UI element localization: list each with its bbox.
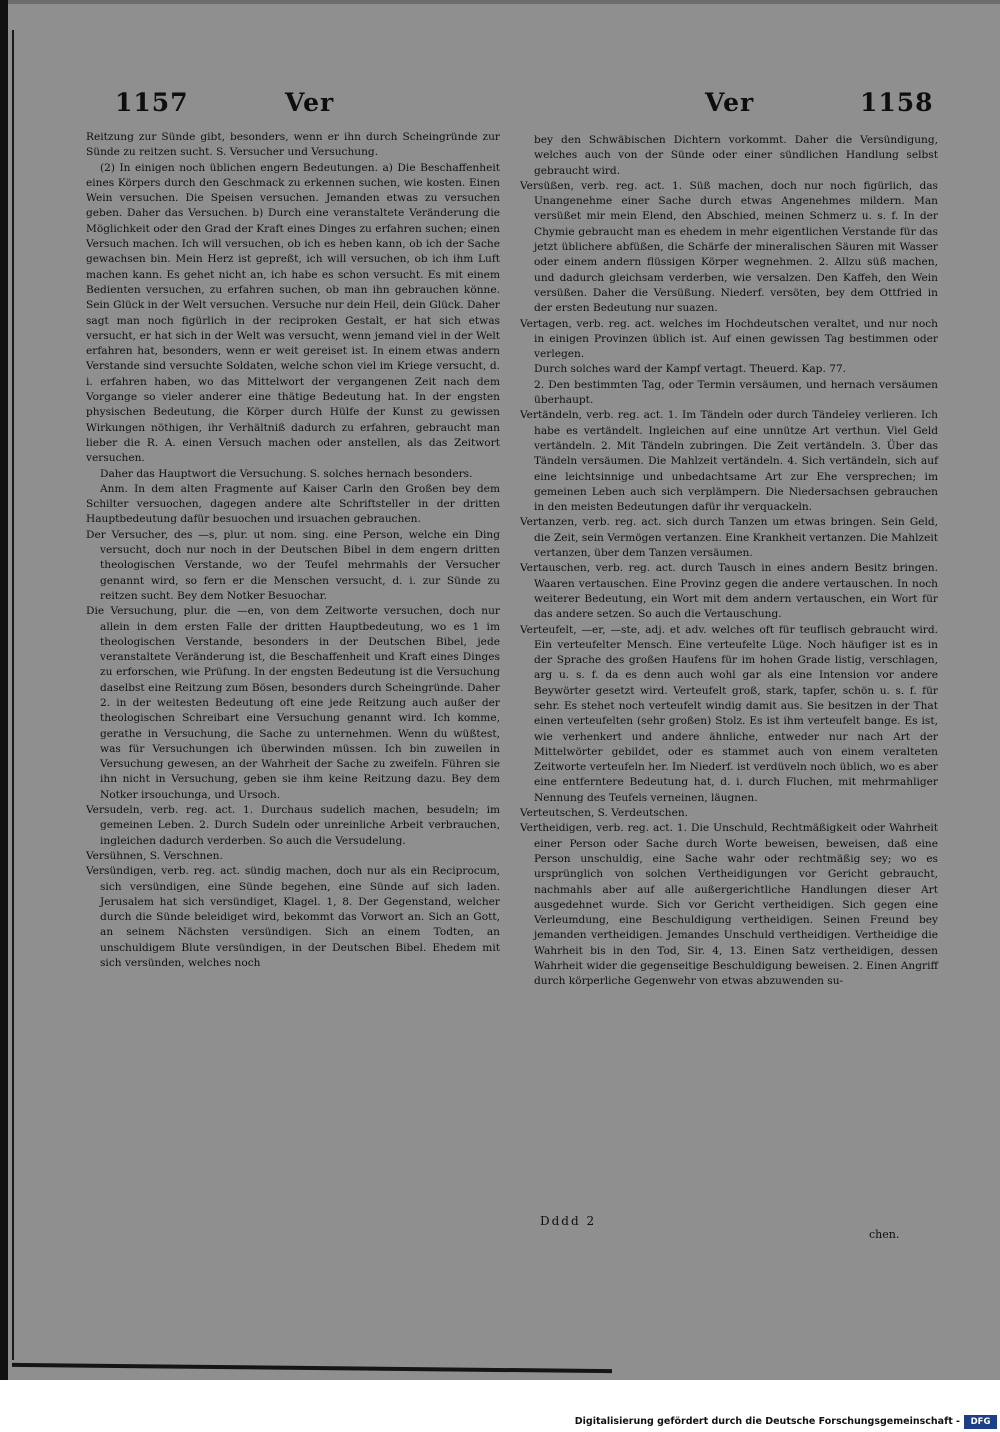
page-margin-rule [12, 30, 14, 1360]
paragraph: Verteufelt, —er, —ste, adj. et adv. welches oft für teuflisch gebraucht wird. Ein verteufelter Mensch. Eine verteufelte Lüge. Noch häufiger ist es in der Sprache des großen Haufens für im hohen Grade listig, verschlagen, arg u. s. f. da es denn auch wohl gar als eine Intension vor andere Beywörter gesetzt wird. Verteufelt groß, stark, tapfer, schön u. s. f. für sehr. Es stehet noch verteufelt windig damit aus. Sie besitzen in der That einen verteufelten (sehr großen) Stolz. Es ist ihm verteufelt bange. Es ist, wie verhenkert und andere ähnliche, entweder nur nach Art der Mittelwörter gebildet, oder es stammet auch von einem veralteten Zeitworte verteufeln her. Im Niederf. ist verdüveln noch üblich, wo es aber eine entferntere Bedeutung hat, d. i. durch Fluchen, mit mehrmahliger Nennung des Teufels verneinen, läugnen. [520, 623, 938, 804]
paragraph: bey den Schwäbischen Dichtern vorkommt. Daher die Versündigung, welches auch von der Sünde oder einer sündlichen Handlung selbst gebraucht wird. [534, 134, 938, 177]
left-running-head: Ver [285, 88, 335, 117]
signature-mark: Dddd 2 [540, 1214, 597, 1228]
paragraph: Vertheidigen, verb. reg. act. 1. Die Unschuld, Rechtmäßigkeit oder Wahrheit einer Person oder Sache durch Worte beweisen, beweisen, daß eine Person unschuldig, eine Sache wahr oder rechtmäßig sey; wo es ursprünglich von solchen Vertheidigungen vor Gericht gebraucht, nachmahls aber auf alle außergerichtliche Handlungen dieser Art ausgedehnet wurde. Sich vor Gericht vertheidigen. Sich gegen eine Verleumdung, eine Beschuldigung vertheidigen. Seinen Freund bey jemanden vertheidigen. Jemandes Unschuld vertheidigen. Vertheidige die Wahrheit bis in den Tod, Sir. 4, 13. Einen Satz vertheidigen, dessen Wahrheit wider die gegenseitige Beschuldigung beweisen. 2. Einen Angriff durch körperliche Gegenwehr von etwas abzuwenden su- [520, 822, 938, 988]
paragraph: (2) In einigen noch üblichen engern Bedeutungen. a) Die Beschaffenheit eines Körpers durch den Geschmack zu erkennen suchen, wie kosten. Einen Wein versuchen. Die Speisen versuchen. Jemanden etwas zu versuchen geben. Daher das Versuchen. b) Durch eine veranstaltete Veränderung die Möglichkeit oder den Grad der Kraft eines Dinges zu erfahren suchen; einen Versuch machen. Ich will versuchen, ob ich es heben kann, ob ich der Sache gewachsen bin. Mein Herz ist gepreßt, ich will versuchen, ob ich ihm Luft machen kann. Es gehet nicht an, ich habe es schon versucht. Es mit einem Bedienten versuchen, zu erfahren suchen, ob man ihn gebrauchen könne. Sein Glück in der Welt versuchen. Versuche nur dein Heil, dein Glück. Daher sagt man noch figürlich in der reciproken Gestalt, er hat sich etwas versucht, er hat sich in der Welt was versucht, wenn jemand viel in der Welt erfahren hat, besonders, wenn er weit gereiset ist. In einem etwas andern Verstande sind versuchte Soldaten, welche schon viel im Kriege versucht, d. i. erfahren haben, wo das Mittelwort der vergangenen Zeit nach dem Vorgange so vieler anderer eine thätige Bedeutung hat. In der engsten physischen Bedeutung, die Körper durch Hülfe der Kunst zu gewissen Wirkungen nöthigen, ihr Verhältniß dadurch zu erfahren, gebraucht man lieber die R. A. einen Versuch machen oder anstellen, als das Zeitwort versuchen. [86, 161, 500, 465]
right-text-column [520, 133, 938, 990]
paragraph: Anm. In dem alten Fragmente auf Kaiser Carln den Großen bey dem Schilter versuochen, dagegen andere alte Schriftsteller in der dritten Hauptbedeutung dafür besuochen und irsuachen gebrauchen. [86, 482, 500, 526]
page-top-edge [8, 0, 1000, 4]
paragraph: Vertauschen, verb. reg. act. durch Tausch in eines andern Besitz bringen. Waaren vertauschen. Eine Provinz gegen die andere vertauschen. In noch weiterer Bedeutung, ein Wort mit dem andern vertauschen, ein Wort für das andere setzen. So auch die Vertauschung. [520, 562, 938, 621]
paragraph: Die Versuchung, plur. die —en, von dem Zeitworte versuchen, doch nur allein in dem ersten Falle der dritten Hauptbedeutung, wo es 1 im theologischen Verstande, besonders in der Deutschen Bibel, jede veranstaltete Veränderung ist, die Beschaffenheit und Kraft eines Dinges zu erforschen, wie Prüfung. In der engsten Bedeutung ist die Versuchung daselbst eine Reitzung zum Bösen, besonders durch Scheingründe. Daher 2. in der weitesten Bedeutung oft eine jede Reitzung auch außer der theologischen Schreibart eine Versuchung genannt wird. Ich komme, gerathe in Versuchung, die Sache zu unternehmen. Wenn du wüßtest, was für Versuchungen ich überwinden müssen. Ich bin zuweilen in Versuchung gewesen, an der Wahrheit der Sache zu zweifeln. Führen sie ihn nicht in Versuchung, geben sie ihm keine Reitzung dazu. Bey dem Notker irsouchunga, und Ursoch. [86, 605, 500, 801]
paragraph: Vertändeln, verb. reg. act. 1. Im Tändeln oder durch Tändeley verlieren. Ich habe es vertändelt. Ingleichen auf eine unnütze Art verthun. Viel Geld vertändeln. 2. Mit Tändeln zubringen. Die Zeit vertändeln. 3. Über das Tändeln versäumen. Die Mahlzeit vertändeln. 4. Sich vertändeln, sich auf eine leichtsinnige und unbedachtsame Art zur Ehe versprechen; im gemeinen Leben auch sich verplämpern. Die Niedersachsen gebrauchen in den meisten Bedeutungen dafür ihr verquackeln. [520, 409, 938, 514]
catchword: chen. [869, 1228, 900, 1241]
paragraph: Versüßen, verb. reg. act. 1. Süß machen, doch nur noch figürlich, das Unangenehme einer Sache durch etwas Angenehmes mildern. Man versüßet mir mein Elend, den Abschied, meinen Schmerz u. s. f. In der Chymie gebraucht man es ehedem in mehr eigentlichen Verstande für das jetzt üblichere abfüßen, die Schärfe der mineralischen Säuren mit Wasser oder einem andern flüssigen Körper wegnehmen. 2. Allzu süß machen, und dadurch gleichsam verderben, wie versalzen. Den Kaffeh, den Wein versüßen. Daher die Versüßung. Niederf. versöten, bey dem Ottfried in der ersten Bedeutung nur suazen. [520, 179, 938, 315]
right-running-head: Ver [705, 88, 755, 117]
paragraph: 2. Den bestimmten Tag, oder Termin versäumen, und hernach versäumen überhaupt. [534, 378, 938, 407]
paragraph: Vertagen, verb. reg. act. welches im Hochdeutschen veraltet, und nur noch in einigen Provinzen üblich ist. Auf einen gewissen Tag bestimmen oder verlegen. [520, 317, 938, 361]
paragraph: Daher das Hauptwort die Versuchung. S. solches hernach besonders. [100, 467, 473, 480]
right-page-number: 1158 [860, 88, 934, 117]
paragraph: Der Versucher, des —s, plur. ut nom. sing. eine Person, welche ein Ding versucht, doch nur noch in der Deutschen Bibel in dem engern dritten theologischen Verstande, wo der Teufel mehrmahls der Versucher genannt wird, so fern er die Menschen versucht, d. i. zur Sünde zu reitzen sucht. Bey dem Notker Besuochar. [86, 528, 500, 602]
paragraph: Vertanzen, verb. reg. act. sich durch Tanzen um etwas bringen. Sein Geld, die Zeit, sein Vermögen vertanzen. Eine Krankheit vertanzen. Die Mahlzeit vertanzen, über dem Tanzen versäumen. [520, 516, 938, 560]
left-page-number: 1157 [115, 88, 189, 117]
paragraph: Versudeln, verb. reg. act. 1. Durchaus sudelich machen, besudeln; im gemeinen Leben. 2. Durch Sudeln oder unreinliche Arbeit verbrauchen, ingleichen dadurch verderben. So auch die Versudelung. [86, 804, 500, 847]
footer-bar [0, 1413, 1000, 1432]
paragraph: Reitzung zur Sünde gibt, besonders, wenn er ihn durch Scheingründe zur Sünde zu reitzen sucht. S. Versucher und Versuchung. [86, 131, 500, 159]
left-text-column [86, 130, 500, 971]
dfg-logo: DFG [964, 1415, 997, 1429]
paragraph: Verteutschen, S. Verdeutschen. [520, 807, 689, 820]
funding-notice: Digitalisierung gefördert durch die Deutsche Forschungsgemeinschaft - [574, 1416, 960, 1427]
paragraph: Versündigen, verb. reg. act. sündig machen, doch nur als ein Reciprocum, sich versündigen, eine Sünde begehen, eine Sünde auf sich laden. Jerusalem hat sich versündiget, Klagel. 1, 8. Der Gegenstand, welcher durch die Sünde beleidiget wird, bekommt das Vorwort an. Sich an Gott, an seinem Nächsten versündigen. Sich an einem Todten, an unschuldigem Blute versündigen, in der Deutschen Bibel. Ehedem mit sich versünden, welches noch [86, 865, 500, 970]
paragraph: Versühnen, S. Verschnen. [86, 849, 223, 862]
page-binding-edge [0, 0, 8, 1380]
paragraph: Durch solches ward der Kampf vertagt. Theuerd. Kap. 77. [534, 363, 847, 376]
